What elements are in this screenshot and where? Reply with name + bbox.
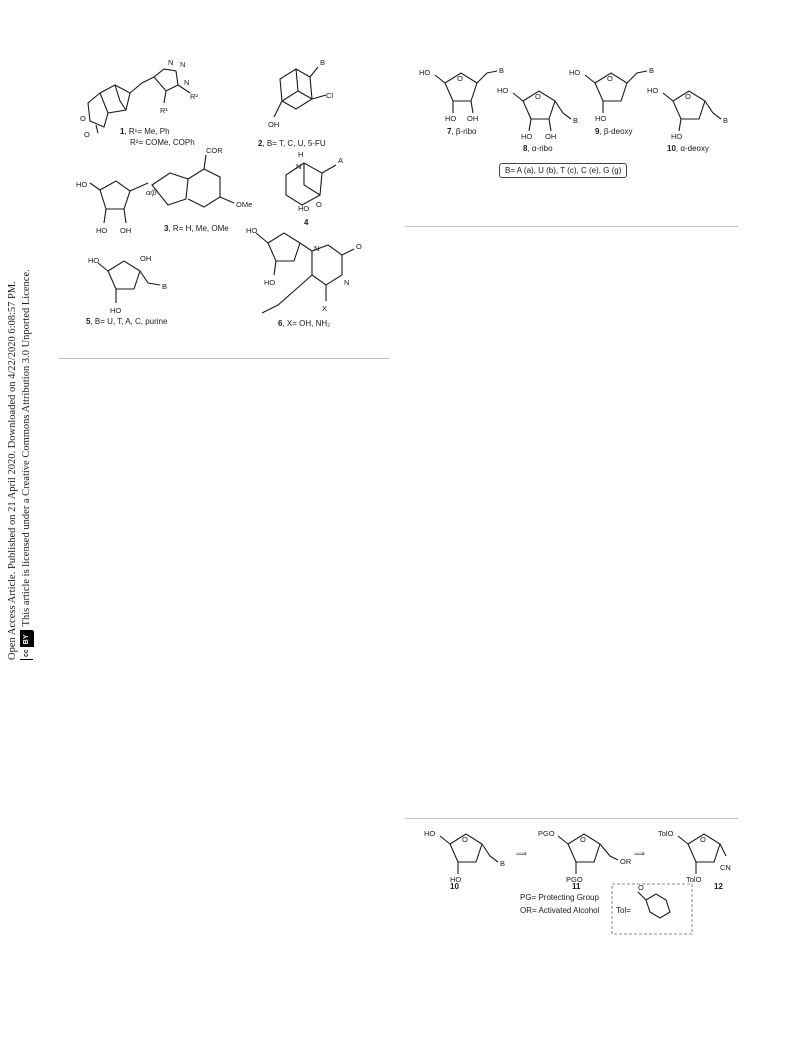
svg-text:OR: OR [620, 857, 632, 866]
svg-text:HO: HO [96, 226, 108, 235]
svg-text:B: B [499, 66, 505, 75]
by-badge-text: BY [20, 631, 34, 647]
svg-text:HO: HO [88, 256, 100, 265]
svg-text:OH: OH [545, 132, 557, 141]
or-definition: OR= Activated Alcohol [520, 906, 600, 915]
svg-text:CN: CN [720, 863, 731, 872]
svg-text:X: X [322, 304, 328, 313]
svg-text:OH: OH [467, 114, 479, 123]
svg-text:OH: OH [268, 120, 280, 129]
compound-3-label [164, 224, 229, 233]
svg-text:O: O [356, 242, 362, 251]
svg-text:B: B [573, 116, 579, 125]
figure-2-divider [405, 226, 738, 227]
compound-1-label-2: R²= COMe, COPh [130, 138, 195, 147]
tol-label: Tol= [616, 906, 631, 915]
compound-6-num: 6 [278, 319, 283, 328]
svg-text:B: B [500, 859, 506, 868]
svg-text:HO: HO [246, 226, 258, 235]
svg-text:R¹: R¹ [160, 106, 168, 115]
compound-10b-label [450, 882, 459, 891]
svg-text:O: O [80, 114, 86, 123]
compound-9-text: , β-deoxy [599, 127, 633, 136]
compound-4-label [304, 218, 308, 227]
svg-text:HO: HO [521, 132, 533, 141]
svg-text:HO: HO [595, 114, 607, 123]
license-line-2 [20, 180, 34, 660]
compound-4-num: 4 [304, 218, 309, 227]
compound-6-label [278, 319, 330, 328]
compound-5-num: 5 [86, 317, 91, 326]
svg-text:B: B [320, 58, 326, 67]
svg-text:N: N [184, 78, 190, 87]
figure-2 [405, 55, 740, 185]
svg-text:N: N [180, 60, 186, 69]
svg-text:PGO: PGO [538, 829, 555, 838]
sidebar-license [6, 180, 42, 660]
compound-10-text: , α-deoxy [675, 144, 709, 153]
svg-text:A: A [338, 156, 344, 165]
cc-badge-text: cc [20, 647, 34, 659]
figure-3-structures [420, 822, 740, 937]
svg-text:H: H [298, 150, 304, 159]
compound-10b-num: 10 [450, 882, 459, 891]
svg-text:OH: OH [120, 226, 132, 235]
compound-5-text: , B= U, T, A, C, purine [90, 317, 168, 326]
compound-11-num: 11 [572, 882, 581, 891]
svg-text:N: N [344, 278, 350, 287]
svg-text:HO: HO [76, 180, 88, 189]
svg-text:O: O [462, 835, 468, 844]
compound-8-label [523, 144, 553, 153]
cc-by-badge[interactable] [20, 630, 33, 660]
svg-text:COR: COR [206, 146, 223, 155]
compound-11-label [572, 882, 580, 891]
svg-text:HO: HO [264, 278, 276, 287]
svg-text:HO: HO [569, 68, 581, 77]
svg-text:OH: OH [140, 254, 152, 263]
compound-9-num: 9 [595, 127, 600, 136]
compound-10-label [667, 144, 709, 153]
figure-1-structures [60, 55, 390, 355]
svg-text:O: O [535, 92, 541, 101]
svg-text:⟹: ⟹ [516, 849, 527, 858]
svg-text:R²: R² [190, 92, 198, 101]
svg-text:HO: HO [419, 68, 431, 77]
svg-text:HO: HO [450, 875, 462, 884]
svg-text:O: O [638, 883, 644, 892]
svg-text:OMe: OMe [236, 200, 253, 209]
compound-8-num: 8 [523, 144, 528, 153]
figure-1 [60, 55, 390, 355]
svg-text:⟹: ⟹ [634, 849, 645, 858]
compound-7-label [447, 127, 477, 136]
compound-1-num: 1 [120, 127, 125, 136]
svg-text:B: B [162, 282, 168, 291]
compound-3-num: 3 [164, 224, 169, 233]
svg-text:HO: HO [671, 132, 683, 141]
svg-text:HO: HO [445, 114, 457, 123]
license-line-1: Open Access Article. Published on 21 April 2020. Downloaded on 4/22/2020 6:08:57 PM. [7, 281, 18, 660]
svg-text:B: B [649, 66, 655, 75]
svg-text:O: O [84, 130, 90, 139]
compound-2-text: , B= T, C, U, 5-FU [262, 139, 326, 148]
compound-3-text: , R= H, Me, OMe [168, 224, 229, 233]
pg-definition: PG= Protecting Group [520, 893, 599, 902]
svg-text:TolO: TolO [686, 875, 702, 884]
license-text [6, 180, 34, 660]
svg-text:HO: HO [298, 204, 310, 213]
figure-3-divider [405, 818, 738, 819]
svg-text:N: N [168, 58, 174, 67]
license-line-2-text: This article is licensed under a Creative Commons Attribution 3.0 Unported Licence. [21, 269, 32, 627]
svg-text:HO: HO [110, 306, 122, 315]
compound-10-num: 10 [667, 144, 676, 153]
svg-text:O: O [685, 92, 691, 101]
compound-6-text: , X= OH, NH₂ [282, 319, 331, 328]
compound-1-text: , R¹= Me, Ph [124, 127, 170, 136]
svg-text:PGO: PGO [566, 875, 583, 884]
compound-9-label [595, 127, 633, 136]
svg-text:O: O [316, 200, 322, 209]
compound-8-text: , α-ribo [527, 144, 553, 153]
compound-7-num: 7 [447, 127, 452, 136]
svg-text:α/β: α/β [146, 188, 157, 197]
svg-text:N: N [296, 162, 302, 171]
figure-1-divider [58, 358, 390, 359]
svg-text:TolO: TolO [658, 829, 674, 838]
svg-text:HO: HO [647, 86, 659, 95]
svg-text:O: O [607, 74, 613, 83]
svg-text:O: O [457, 74, 463, 83]
compound-2-label [258, 139, 326, 148]
svg-text:O: O [580, 835, 586, 844]
svg-text:Cl: Cl [326, 91, 334, 100]
svg-text:HO: HO [497, 86, 509, 95]
compound-5-label [86, 317, 167, 326]
svg-text:N: N [314, 244, 320, 253]
compound-12-num: 12 [714, 882, 723, 891]
figure-3 [420, 822, 740, 937]
svg-text:B: B [723, 116, 729, 125]
compound-7-text: , β-ribo [451, 127, 477, 136]
compound-2-num: 2 [258, 139, 263, 148]
compound-1-label [120, 127, 170, 136]
base-legend-text: B= A (a), U (b), T (c), C (e), G (g) [505, 166, 622, 175]
svg-text:HO: HO [424, 829, 436, 838]
compound-12-label [714, 882, 723, 891]
svg-text:O: O [700, 835, 706, 844]
base-legend-box [499, 163, 627, 178]
